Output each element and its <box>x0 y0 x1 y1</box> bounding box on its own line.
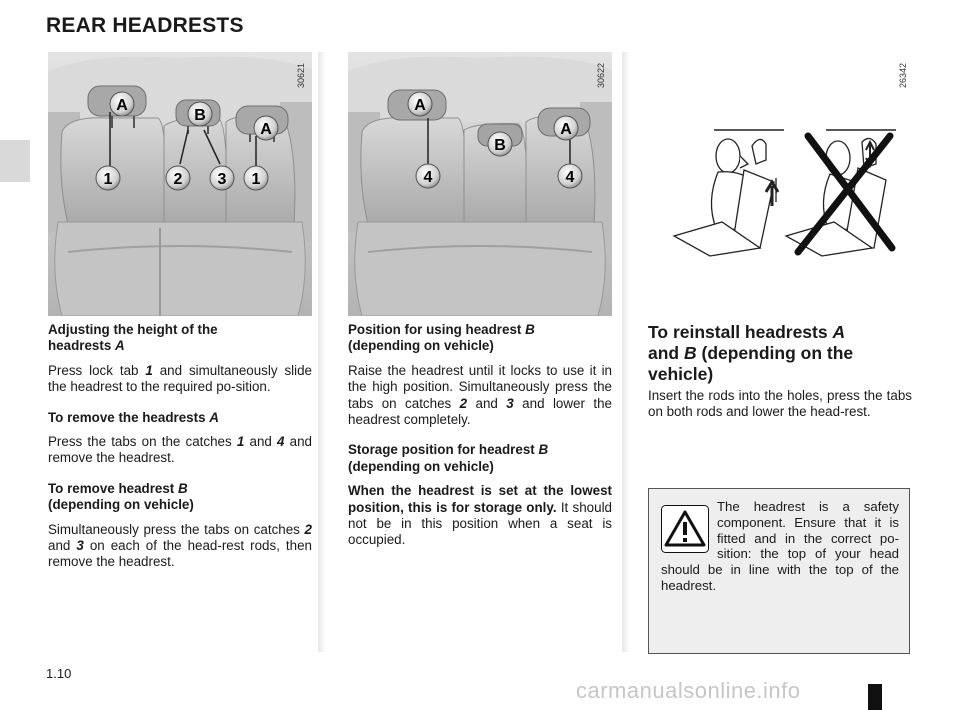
svg-text:A: A <box>260 121 272 138</box>
paragraph-remove-b: Simultaneously press the tabs on catches 2 and 3 on each of the head-rest rods, then remove the headrest. <box>48 521 312 570</box>
watermark: carmanualsonline.info <box>576 678 801 703</box>
callout-4 <box>416 164 440 188</box>
figure-headrest-adjust <box>48 52 312 316</box>
heading-adjusting-height: Adjusting the height of the headrests A <box>48 322 218 354</box>
warning-text: The headrest is a safety component. Ensure that it is fitted and in the correct po-sition: the top of your head should be in line with the top of the headrest. <box>661 499 899 593</box>
figure-reference: 30621 <box>296 62 306 88</box>
callout-2 <box>166 166 190 190</box>
figure-reference: 30622 <box>596 62 606 88</box>
page-marker <box>868 684 882 710</box>
svg-text:4: 4 <box>565 169 575 186</box>
callout-1 <box>244 166 268 190</box>
svg-text:4: 4 <box>423 169 433 186</box>
heading-reinstall: To reinstall headrests A and B (depending on the vehicle) <box>648 322 854 384</box>
callout-b <box>188 102 212 126</box>
heading-remove-b: To remove headrest B (depending on vehicle) <box>48 480 194 513</box>
column-1 <box>48 322 312 579</box>
callout-b <box>488 132 512 156</box>
svg-text:B: B <box>494 137 506 154</box>
svg-text:3: 3 <box>217 171 227 188</box>
callout-3 <box>210 166 234 190</box>
figure-headrest-position <box>348 52 612 316</box>
figure-reference: 26342 <box>898 62 908 88</box>
callout-a <box>408 92 432 116</box>
paragraph-adjust: Press lock tab 1 and simultaneously slide the headrest to the required po-sition. <box>48 362 312 395</box>
svg-text:1: 1 <box>251 171 261 188</box>
paragraph-storage: When the headrest is set at the lowest position, this is for storage only. It should not be in this position when a seat is occupied. <box>348 483 612 548</box>
column-divider <box>622 52 630 652</box>
callout-a <box>254 116 278 140</box>
svg-text:A: A <box>116 97 128 114</box>
warning-box <box>648 488 910 654</box>
page-title: REAR HEADRESTS <box>46 14 244 37</box>
callout-a <box>554 116 578 140</box>
column-2 <box>348 322 612 557</box>
svg-text:A: A <box>560 121 572 138</box>
svg-text:2: 2 <box>173 171 183 188</box>
callout-1 <box>96 166 120 190</box>
paragraph-position-use: Raise the headrest until it locks to use it in the high position. Simultaneously press the tabs on catches 2 and 3 and lower the headrest completely. <box>348 362 612 428</box>
warning-triangle-icon <box>661 505 709 553</box>
paragraph-reinstall: Insert the rods into the holes, press the tabs on both rods and lower the head-rest. <box>648 388 912 420</box>
chapter-tab <box>0 140 30 182</box>
heading-storage-position: Storage position for headrest B (depending on vehicle) <box>348 442 549 474</box>
callout-a <box>110 92 134 116</box>
heading-position-use: Position for using headrest B (depending on vehicle) <box>348 322 535 354</box>
svg-text:A: A <box>414 97 426 114</box>
page-number: 1.10 <box>46 666 72 681</box>
paragraph-remove-a: Press the tabs on the catches 1 and 4 and remove the headrest. <box>48 434 313 466</box>
figure-headrest-correct-position <box>648 52 912 316</box>
column-divider <box>318 52 326 652</box>
callout-4 <box>558 164 582 188</box>
svg-text:1: 1 <box>103 171 113 188</box>
heading-remove-a: To remove the headrests A <box>48 409 219 425</box>
svg-text:B: B <box>194 107 206 124</box>
